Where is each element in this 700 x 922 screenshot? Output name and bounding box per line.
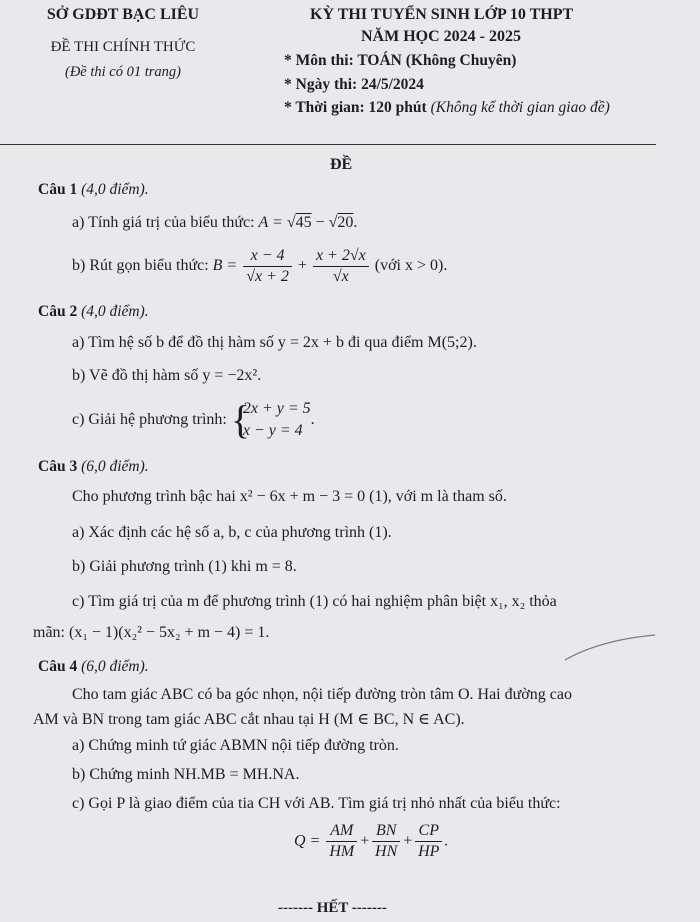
q3-b: b) Giải phương trình (1) khi m = 8. — [72, 558, 297, 575]
q4-c-frac2-num: BN — [372, 822, 400, 842]
q1-a-end: . — [353, 214, 358, 231]
q1-b-cond: (với x > 0). — [374, 257, 448, 275]
q4-points: (6,0 điểm). — [81, 658, 149, 675]
q1-points: (4,0 điểm). — [81, 181, 149, 198]
q2-c — [72, 398, 315, 442]
brace-icon: { — [230, 397, 251, 442]
sqrt-sign: √ — [286, 214, 296, 231]
de-label: ĐỀ — [330, 156, 353, 173]
q2-heading — [38, 303, 149, 321]
q4-c-frac1-den: HM — [329, 843, 355, 860]
q1-b — [72, 247, 447, 286]
date-line: * Ngày thi: 24/5/2024 — [284, 76, 424, 93]
q1-a-r2: 20 — [337, 214, 354, 231]
q3-c: c) Tìm giá trị của m để phương trình (1) có hai nghiệm phân biệt x₁, x₂ thỏa — [72, 593, 557, 610]
school-year: NĂM HỌC 2024 - 2025 — [361, 28, 521, 45]
q4-title: Câu 4 — [38, 658, 78, 675]
q4-c-expr — [294, 822, 448, 861]
q1-a-minus: − — [311, 214, 329, 231]
q4-c-end: . — [444, 832, 449, 850]
q4-heading — [38, 658, 149, 676]
q1-b-frac1-num: x − 4 — [243, 247, 292, 267]
q3-title: Câu 3 — [38, 458, 78, 475]
q4-c-plus-1: + — [359, 832, 371, 850]
q3-a: a) Xác định các hệ số a, b, c của phương trình (1). — [72, 524, 392, 541]
page-count: (Đề thi có 01 trang) — [65, 64, 181, 80]
q2-points: (4,0 điểm). — [81, 303, 149, 320]
sqrt-sign: √ — [328, 214, 338, 231]
q1-b-text: b) Rút gọn biểu thức: — [72, 257, 209, 275]
exam-title: KỲ THI TUYỂN SINH LỚP 10 THPT — [310, 6, 574, 23]
q4-c-frac3 — [415, 822, 442, 861]
q4-c-plus-2: + — [402, 832, 414, 850]
q4-c: c) Gọi P là giao điểm của tia CH với AB. Tìm giá trị nhỏ nhất của biểu thức: — [72, 795, 561, 812]
q1-b-frac1-den: √x + 2 — [246, 268, 289, 285]
q4-b: b) Chứng minh NH.MB = MH.NA. — [72, 766, 300, 783]
q4-c-frac3-den: HP — [418, 843, 440, 860]
q4-c-frac1-num: AM — [326, 822, 357, 842]
q2-c-system — [231, 398, 311, 442]
q1-a — [72, 214, 357, 232]
q3-intro: Cho phương trình bậc hai x² − 6x + m − 3 = 0 (1), với m là tham số. — [72, 488, 507, 505]
official-label: ĐỀ THI CHÍNH THỨC — [50, 39, 196, 55]
footer-end-mark: ------- HẾT ------- — [278, 900, 387, 916]
q3-points: (6,0 điểm). — [81, 458, 149, 475]
q3-c-cont: mãn: (x₁ − 1)(x₂² − 5x₂ + m − 4) = 1. — [33, 624, 270, 641]
q1-a-lhs: A = — [258, 214, 287, 231]
q2-c-eq2: x − y = 4 — [242, 422, 303, 439]
q4-c-frac3-num: CP — [415, 822, 442, 842]
q2-c-end: . — [310, 411, 315, 428]
q4-intro-2: AM và BN trong tam giác ABC cắt nhau tại H (M ∈ BC, N ∈ AC). — [33, 711, 465, 728]
q1-b-frac1 — [243, 247, 292, 286]
q4-c-frac2-den: HN — [375, 843, 398, 860]
q4-intro-1: Cho tam giác ABC có ba góc nhọn, nội tiếp đường tròn tâm O. Hai đường cao — [72, 686, 572, 703]
q2-a: a) Tìm hệ số b để đồ thị hàm số y = 2x + b đi qua điểm M(5;2). — [72, 334, 477, 351]
pen-mark — [560, 630, 660, 670]
q4-c-frac2 — [372, 822, 400, 861]
q1-b-frac2-num: x + 2√x — [313, 247, 369, 267]
header-divider — [0, 144, 656, 145]
q1-b-lhs: B = — [212, 257, 238, 275]
q2-title: Câu 2 — [38, 303, 78, 320]
q2-c-text: c) Giải hệ phương trình: — [72, 411, 227, 428]
q1-b-frac2-den: √x — [332, 268, 349, 285]
q4-c-frac1 — [326, 822, 357, 861]
q4-c-lhs: Q = — [294, 832, 321, 850]
q1-title: Câu 1 — [38, 181, 78, 198]
q2-b: b) Vẽ đồ thị hàm số y = −2x². — [72, 367, 262, 384]
q1-a-r1: 45 — [295, 214, 312, 231]
q2-c-eq1: 2x + y = 5 — [242, 400, 311, 417]
q1-a-text: a) Tính giá trị của biểu thức: — [72, 214, 255, 231]
q1-b-frac2 — [313, 247, 369, 286]
subject-line: * Môn thi: TOÁN (Không Chuyên) — [284, 52, 517, 69]
time-note: (Không kể thời gian giao đề) — [430, 99, 610, 116]
q1-heading — [38, 181, 149, 199]
q3-heading — [38, 458, 149, 476]
time-line — [284, 99, 610, 117]
department-name: SỞ GDĐT BẠC LIÊU — [46, 6, 200, 23]
q4-a: a) Chứng minh tứ giác ABMN nội tiếp đường tròn. — [72, 737, 399, 754]
q1-b-plus: + — [297, 257, 307, 275]
time-label: * Thời gian: 120 phút — [284, 99, 427, 116]
